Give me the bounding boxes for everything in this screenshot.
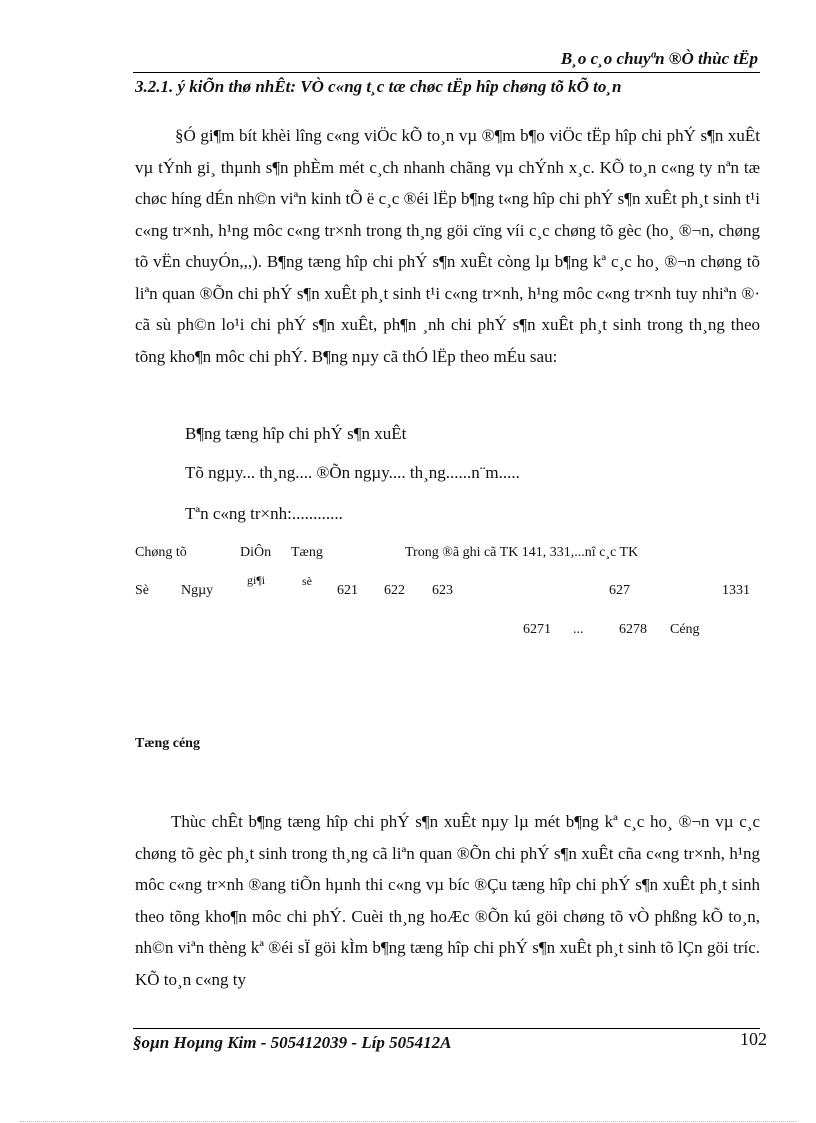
body-paragraph-2 — [135, 806, 760, 995]
form-project-name: Tªn c«ng tr×nh:............ — [185, 504, 343, 523]
table-header-date: Ngµy — [181, 583, 214, 598]
table-header-description-2: gi¶i — [247, 573, 266, 587]
header-rule — [133, 72, 760, 73]
table-header-acc-6278: 6278 — [619, 622, 647, 637]
table-header-acc-sum: Céng — [670, 622, 700, 637]
page-bottom-border — [20, 1121, 796, 1122]
table-header-voucher: Chøng tõ — [135, 545, 187, 560]
form-title: B¶ng tæng hîp chi phÝ s¶n xuÊt — [185, 424, 407, 443]
section-heading: 3.2.1. ý kiÕn thø nhÊt: VÒ c«ng t¸c tæ chøc tËp hîp chøng tõ kÕ to¸n — [135, 77, 622, 96]
table-total-row-label: Tæng céng — [135, 736, 200, 751]
form-date-range: Tõ ngµy... th¸ng.... ®Õn ngµy.... th¸ng......n¨m..... — [185, 463, 520, 482]
paragraph-2-text: Thùc chÊt b¶ng tæng hîp chi phÝ s¶n xuÊt nµy lµ mét b¶ng kª c¸c ho¸ ®¬n vµ c¸c chøng tõ gèc ph¸t sinh trong th¸ng cã liªn quan ®Õn chi phÝ s¶n xuÊt cña c«ng tr×nh, h¹ng môc c«ng tr×nh ®ang tiÕn hµnh thi c«ng vµ bíc ®Çu tæng hîp chi phÝ s¶n xuÊt ph¸t sinh theo tõng kho¶n môc chi phÝ. Cuèi th¸ng hoÆc ®Õn kú göi chøng tõ vÒ phßng kÕ to¸n, nh©n viªn thèng kª ®éi sÏ göi kÌm b¶ng tæng hîp chi phÝ s¶n xuÊt ph¸t sinh tõ lÇn göi tríc. KÕ to¸n c«ng ty — [135, 812, 760, 989]
page-number: 102 — [740, 1029, 767, 1049]
table-header-acc-627: 627 — [609, 583, 630, 598]
table-header-total: Tæng — [291, 545, 323, 560]
table-header-acc-622: 622 — [384, 583, 405, 598]
table-header-acc-1331: 1331 — [722, 583, 750, 598]
footer-rule — [133, 1028, 760, 1029]
table-header-acc-621: 621 — [337, 583, 358, 598]
footer-author: §oµn Hoµng Kim - 505412039 - Líp 505412A — [133, 1033, 452, 1052]
table-header-number: Sè — [135, 583, 149, 598]
paragraph-1-text: §Ó gi¶m bít khèi lîng c«ng viÖc kÕ to¸n vµ ®¶m b¶o viÖc tËp hîp chi phÝ s¶n xuÊt vµ tÝnh gi¸ thµnh s¶n phÈm mét c¸ch nhanh chãng vµ chÝnh x¸c. KÕ to¸n c«ng ty nªn tæ chøc híng dÉn nh©n viªn kinh tÕ ë c¸c ®éi lËp b¶ng t«ng hîp chi phÝ s¶n xuÊt ph¸t sinh t¹i c«ng tr×nh, h¹ng môc c«ng tr×nh trong th¸ng göi cïng víi c¸c chøng tõ gèc (ho¸ ®¬n, chøng tõ vËn chuyÓn,,,). B¶ng tæng hîp chi phÝ s¶n xuÊt còng lµ b¶ng kª c¸c ho¸ ®¬n chøng tõ liªn quan ®Õn chi phÝ s¶n xuÊt ph¸t sinh t¹i c«ng tr×nh, h¹ng môc c«ng tr×nh tuy nhiªn ®· cã sù ph©n lo¹i chi phÝ s¶n xuÊt, ph¶n ¸nh chi phÝ s¶n xuÊt ph¸t sinh trong th¸ng theo tõng kho¶n môc chi phÝ. B¶ng nµy cã thÓ lËp theo mÉu sau: — [135, 126, 760, 366]
table-header-acc-6271: 6271 — [523, 622, 551, 637]
table-header-breakdown: Trong ®ã ghi cã TK 141, 331,...nî c¸c TK — [405, 545, 639, 560]
body-paragraph-1 — [135, 120, 760, 372]
table-header-acc-ellipsis: ... — [573, 622, 584, 637]
table-header-acc-623: 623 — [432, 583, 453, 598]
table-header-description: DiÔn — [240, 545, 272, 560]
report-header-title: B¸o c¸o chuyªn ®Ò thùc tËp — [560, 49, 758, 68]
table-header-total-2: sè — [302, 574, 312, 588]
